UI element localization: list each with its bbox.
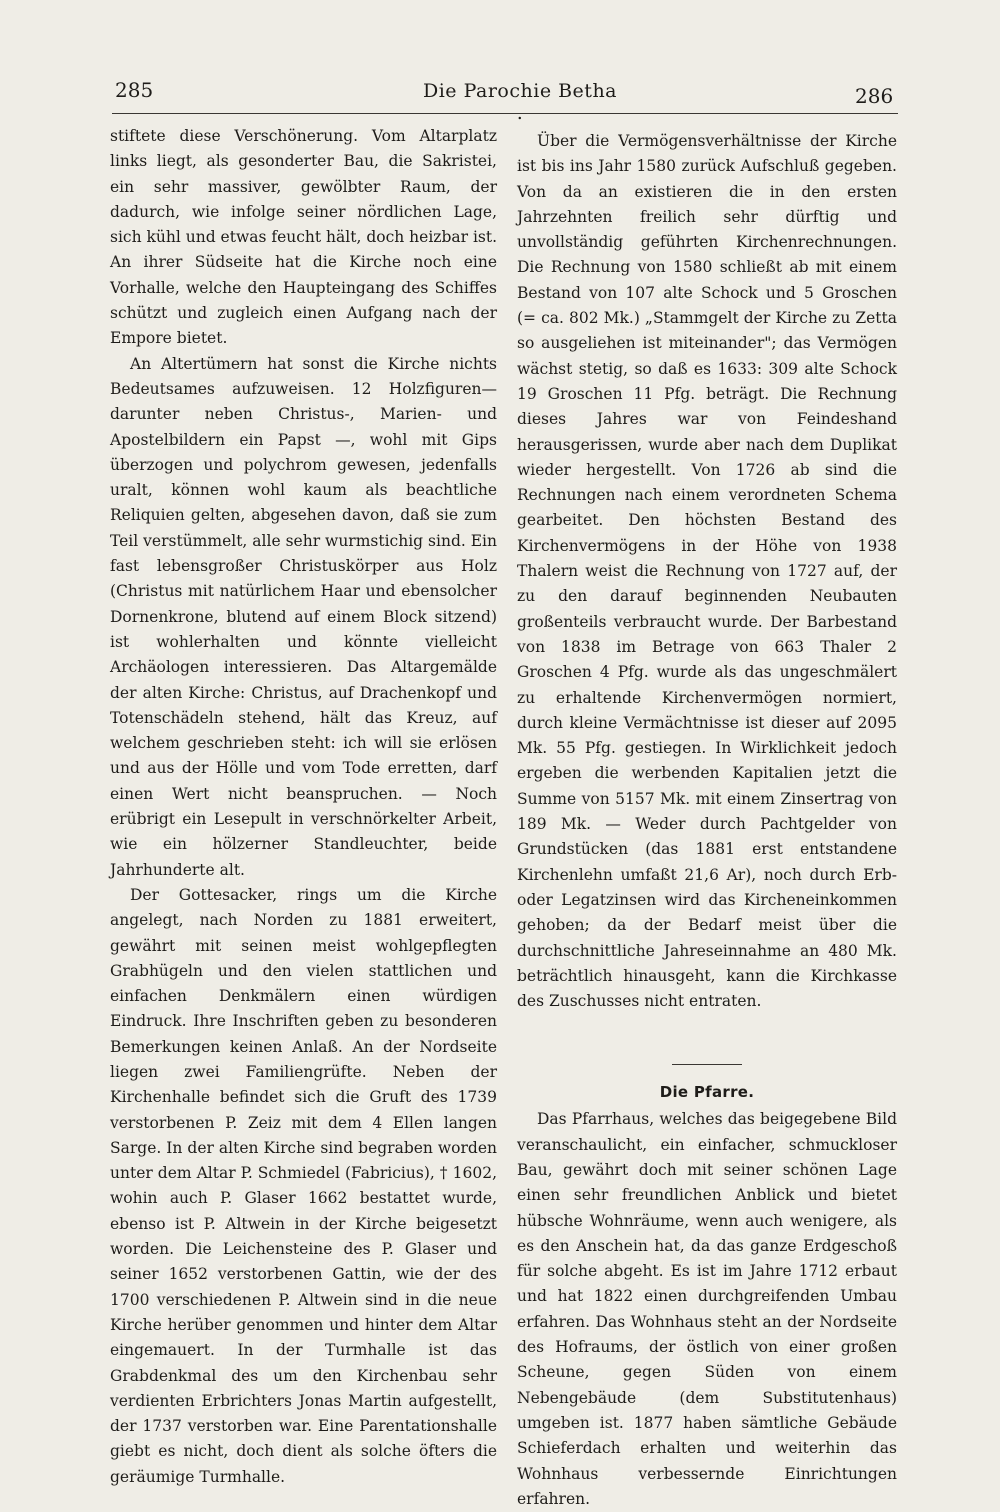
right-column (517, 129, 897, 1512)
paragraph: An Altertümern hat sonst die Kirche nichts Bedeutsames aufzuweisen. 12 Holzfiguren—darunter neben Christus-, Marien- und Apostelbildern ein Papst —, wohl mit Gips überzogen und polychrom gewesen, jedenfalls uralt, können wohl kaum als beachtliche Reliquien gelten, abgesehen davon, daß sie zum Teil verstümmelt, alle sehr wurmstichig sind. Ein fast lebensgroßer Christuskörper aus Holz (Christus mit natürlichem Haar und ebensolcher Dornenkrone, blutend auf einem Block sitzend) ist wohlerhalten und könnte vielleicht Archäologen interessieren. Das Altargemälde der alten Kirche: Christus, auf Drachenkopf und Totenschädeln stehend, hält das Kreuz, auf welchem geschrieben steht: ich will sie erlösen und aus der Hölle und vom Tode erretten, darf einen Wert nicht beanspruchen. — Noch erübrigt ein Lesepult in verschnörkelter Arbeit, wie ein hölzerner Standleuchter, beide Jahrhunderte alt. (110, 354, 497, 879)
paragraph: Der Gottesacker, rings um die Kirche angelegt, nach Norden zu 1881 erweitert, gewährt mit seinen meist wohlgepflegten Grabhügeln und den vielen stattlichen und einfachen Denkmälern einen würdigen Eindruck. Ihre Inschriften geben zu besonderen Bemerkungen keinen Anlaß. An der Nordseite liegen zwei Familiengrüfte. Neben der Kirchenhalle befindet sich die Gruft des 1739 verstorbenen P. Zeiz mit dem 4 Ellen langen Sarge. In der alten Kirche sind begraben worden unter dem Altar P. Schmiedel (Fabricius), † 1602, wohin auch P. Glaser 1662 bestattet wurde, ebenso ist P. Altwein in der Kirche beigesetzt worden. Die Leichensteine des P. Glaser und seiner 1652 verstorbenen Gattin, wie der des 1700 verschiedenen P. Altwein sind in die neue Kirche herüber genommen und hinter dem Altar eingemauert. In der Turmhalle ist das Grabdenkmal des um den Kirchenbau sehr verdienten Erbrichters Jonas Martin aufgestellt, der 1737 verstorben war. Eine Parentationshalle giebt es nicht, doch dient als solche öfters die geräumige Turmhalle. (110, 885, 497, 1486)
section-divider (672, 1064, 742, 1065)
running-title: Die Parochie Betha (422, 80, 618, 102)
page-header (0, 0, 1000, 120)
header-rule (112, 113, 898, 114)
page-number-left: 285 (115, 78, 154, 102)
paragraph: Über die Vermögensverhältnisse der Kirche ist bis ins Jahr 1580 zurück Aufschluß gegeben. Von da an existieren die in den ersten Jahrzehnten freilich sehr dürftig und unvollständig geführten Kirchenrechnungen. Die Rechnung von 1580 schließt ab mit einem Bestand von 107 alte Schock und 5 Groschen (= ca. 802 Mk.) „Stammgelt der Kirche zu Zetta so ausgeliehen ist miteinander"; das Vermögen wächst stetig, so daß es 1633: 309 alte Schock 19 Groschen 11 Pfg. beträgt. Die Rechnung dieses Jahres war von Feindeshand herausgerissen, wurde aber nach dem Duplikat wieder hergestellt. Von 1726 ab sind die Rechnungen nach einem verordneten Schema gearbeitet. Den höchsten Bestand des Kirchenvermögens in der Höhe von 1938 Thalern weist die Rechnung von 1727 auf, der zu den darauf beginnenden Neubauten großenteils verbraucht wurde. Der Barbestand von 1838 im Betrage von 663 Thaler 2 Groschen 4 Pfg. wurde als das ungeschmälert zu erhaltende Kirchenvermögen normiert, durch kleine Vermächtnisse ist dieser auf 2095 Mk. 55 Pfg. gestiegen. In Wirklichkeit jedoch ergeben die werbenden Kapitalien jetzt die Summe von 5157 Mk. mit einem Zinsertrag von 189 Mk. — Weder durch Pachtgelder von Grundstücken (das 1881 erst entstandene Kirchenlehn umfaßt 21,6 Ar), noch durch Erb- oder Legatzinsen wird das Kircheneinkommen gehoben; da der Bedarf meist über die durchschnittliche Jahreseinnahme an 480 Mk. beträchtlich hinausgeht, kann die Kirchkasse des Zuschusses nicht entraten. (517, 132, 897, 1011)
section-heading: Die Pfarre. (659, 1083, 755, 1102)
paragraph: Das Pfarrhaus, welches das beigegebene Bild veranschaulicht, ein einfacher, schmuckloser Bau, gewährt doch mit seiner schönen Lage einen sehr freundlichen Anblick und bietet hübsche Wohnräume, wenn auch wenigere, als es den Anschein hat, da das ganze Erdgeschoß für solche abgeht. Es ist im Jahre 1712 erbaut und hat 1822 einen durchgreifenden Umbau erfahren. Das Wohnhaus steht an der Nordseite des Hofraums, der östlich von einer großen Scheune, gegen Süden von einem Nebengebäude (dem Substitutenhaus) umgeben ist. 1877 haben sämtliche Gebäude Schieferdach erhalten und weiterhin das Wohnhaus verbessernde Einrichtungen erfahren. (517, 1110, 897, 1508)
page-number-right: 286 (855, 84, 894, 108)
paragraph: stiftete diese Verschönerung. Vom Altarplatz links liegt, als gesonderter Bau, die Sakristei, ein sehr massiver, gewölbter Raum, der dadurch, wie infolge seiner nördlichen Lage, sich kühl und etwas feucht hält, doch heizbar ist. An ihrer Südseite hat die Kirche noch eine Vorhalle, welche den Haupteingang des Schiffes schützt und zugleich einen Aufgang nach der Empore bietet. (110, 127, 498, 348)
left-column (110, 124, 497, 1490)
